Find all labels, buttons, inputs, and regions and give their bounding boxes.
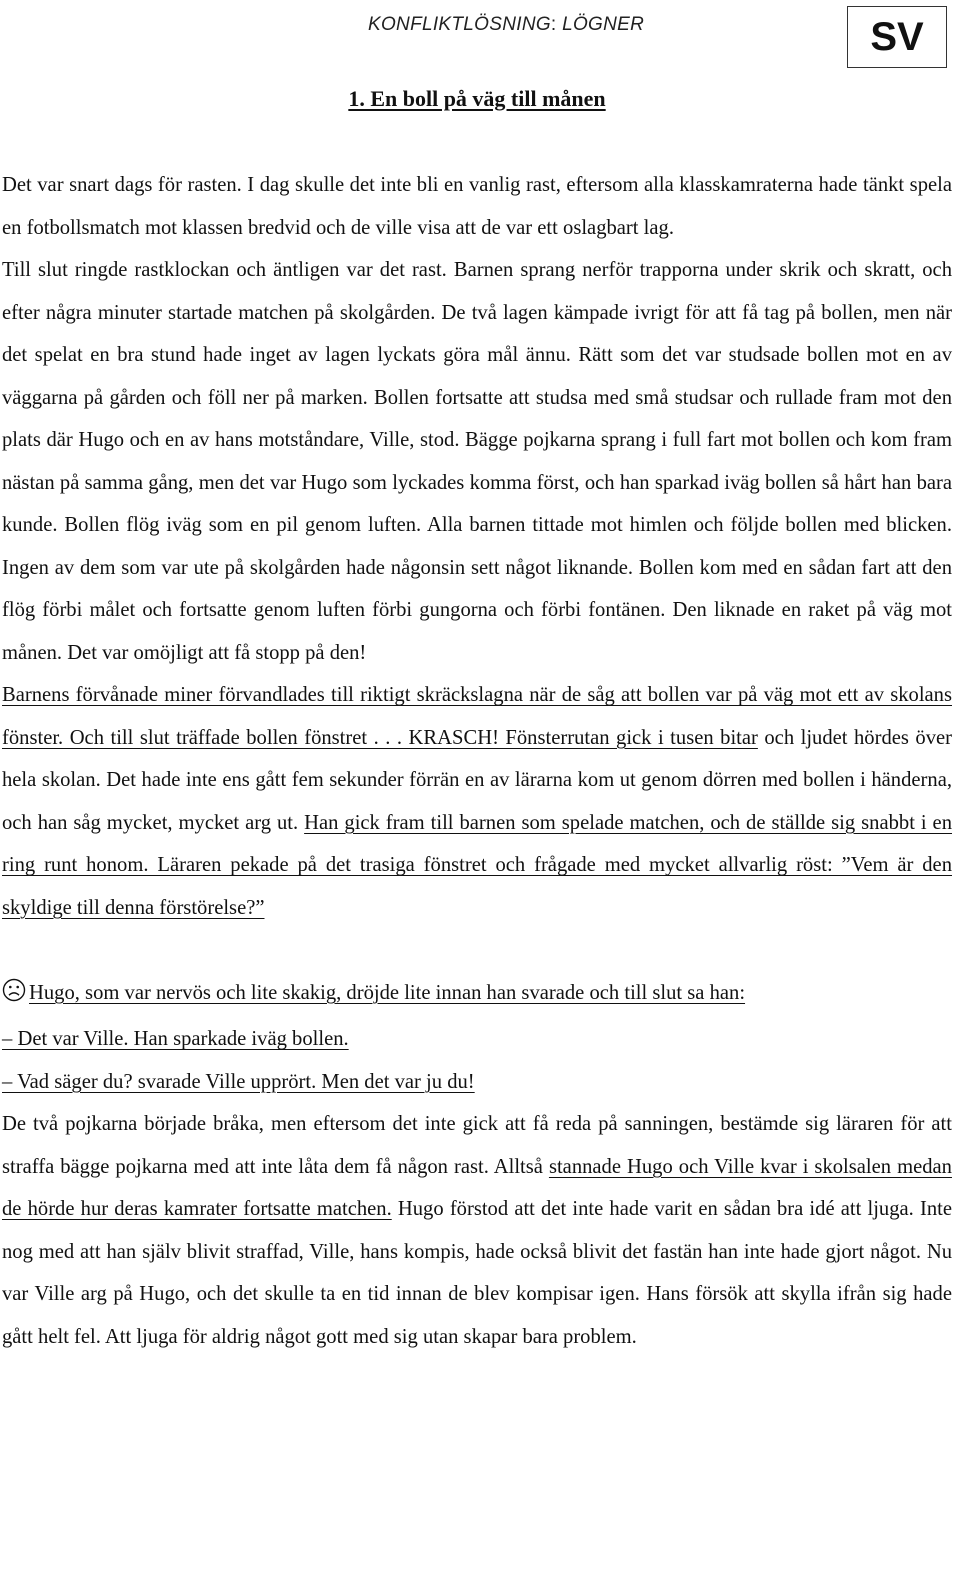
dialogue-text: – Det var Ville. Han sparkade iväg bollen. [2,1028,349,1050]
dialogue-text: – Vad säger du? svarade Ville upprört. Men det var ju du! [2,1070,475,1093]
language-badge: SV [847,6,947,68]
paragraph-intro: Det var snart dags för rasten. I dag skulle det inte bli en vanlig rast, eftersom alla klasskamraterna hade tänkt spela en fotbollsmatch mot klassen bredvid och de ville visa att de var ett oslagbart lag. [2,174,952,239]
underlined-text: Barnens förvånade miner förvandlades till riktigt skräckslagna när de såg att bollen var på väg mot ett av skolans fönster. Och till slut träffade bollen fönstret . . . KRASCH! Fönsterrutan gick i tusen bitar [2,684,952,749]
dialogue-line [2,1018,952,1061]
spacer [2,929,952,972]
paragraph-crash [2,674,952,929]
header-topic: KONFLIKTLÖSNING [368,14,551,35]
underlined-text: Han gick fram till barnen som spelade matchen, och de ställde sig snabbt i en ring runt honom. Läraren pekade på det trasiga fönstret och frågade med mycket allvarlig röst: ”Vem är den skyldige till denna förstörelse?” [2,811,952,919]
plain-text: och ljudet hördes över hela skolan. Det hade inte ens gått fem sekunder förrän en av lärarna kom ut genom dörren med bollen i händerna, och han såg mycket, mycket arg ut. [2,726,952,834]
plain-text: De två pojkarna började bråka, men eftersom det inte gick att få reda på sanningen, bestämde sig läraren för att straffa bägge pojkarna med att inte låta dem få någon rast. Alltså [2,1113,952,1178]
paragraph-ending [2,1103,952,1358]
story-body [2,164,952,1358]
underlined-text: stannade Hugo och Ville kvar i skolsalen medan de hörde hur deras kamrater fortsatte matchen. [2,1155,952,1220]
paragraph-match: Till slut ringde rastklockan och äntligen var det rast. Barnen sprang nerför trapporna under skrik och skratt, och efter några minuter startade matchen på skolgården. De två lagen kämpade ivrigt för att få tag på bollen, men när det spelat en bra stund hade inget av lagen lyckats göra mål ännu. Rätt som det var studsade bollen mot en av väggarna på gården och föll ner på marken. Bollen fortsatte att studsa med små studsar och rullade fram mot den plats där Hugo och en av hans motståndare, Ville, stod. Bägge pojkarna sprang i full fart mot bollen och kom fram nästan på samma gång, men det var Hugo som lyckades komma först, och han sparkad iväg bollen så hårt han bara kunde. Bollen flög iväg som en pil genom luften. Alla barnen tittade mot himlen och följde bollen med blicken. Ingen av dem som var ute på skolgården hade någonsin sett något liknande. Bollen kom med en sådan fart att den flög förbi målet och fortsatte genom luften förbi gungorna och förbi fontänen. Den liknade en raket på väg mot månen. Det var omöjligt att få stopp på den! [2,259,952,664]
choice-text: Hugo, som var nervös och lite skakig, dröjde lite innan han svarade och till slut sa han: [29,981,746,1004]
story-title: 1. En boll på väg till månen [348,86,606,111]
page-header [0,8,960,78]
dialogue-line [2,1061,952,1104]
header-title [368,14,644,36]
frowning-face-icon [2,978,26,1002]
header-separator: : [550,14,557,35]
choice-line [2,972,952,1015]
header-subtopic: LÖGNER [562,14,645,35]
plain-text: Hugo förstod att det inte hade varit en sådan bra idé att ljuga. Inte nog med att han själv blivit straffad, Ville, hans kompis, hade också blivit det fastän han inte hade gjort något. Nu var Ville arg på Hugo, och det skulle ta en tid innan de blev kompisar igen. Hans försök att skylla ifrån sig hade gått helt fel. Att ljuga för aldrig något gott med sig utan skapar bara problem. [2,1198,952,1348]
